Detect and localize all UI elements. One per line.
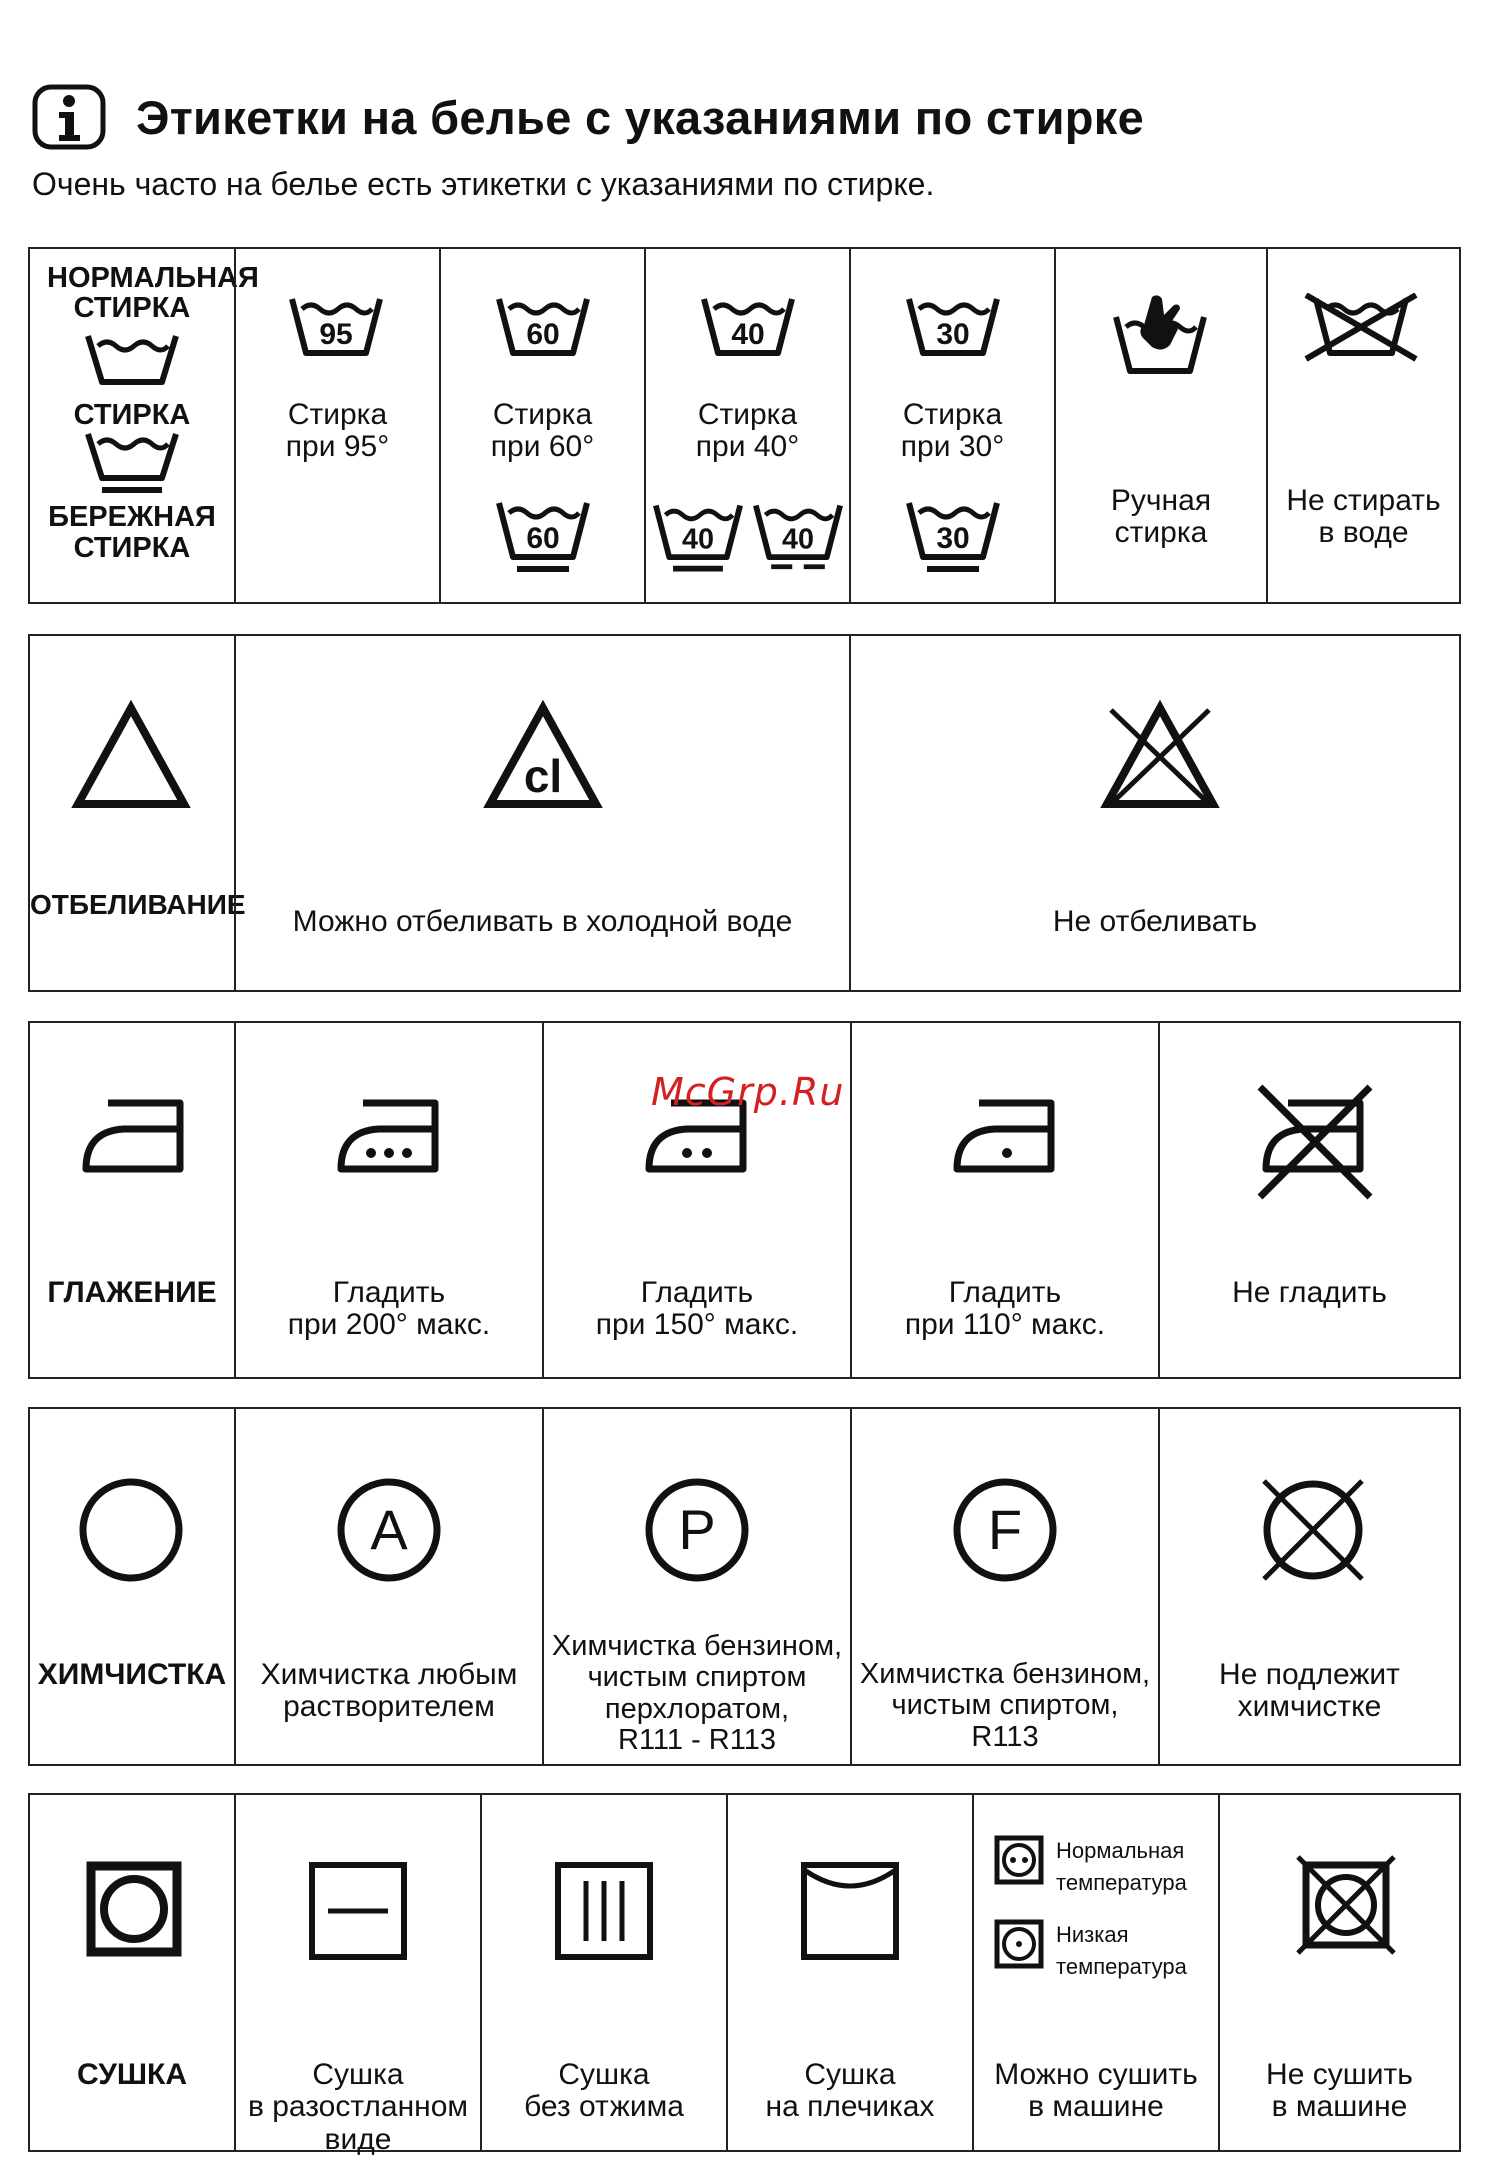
drycleaning-p-icon (644, 1477, 750, 1583)
drycleaning-a-icon (336, 1477, 442, 1583)
wash-40-text: Стирка при 40° (695, 398, 800, 464)
wash-60-gentle-icon (495, 499, 591, 575)
no-bleach-cell (849, 636, 1459, 990)
wash-60-temp: 60 (526, 318, 560, 351)
no-iron-icon (1252, 1081, 1376, 1205)
gentle-wash-label: БЕРЕЖНАЯ СТИРКА (48, 501, 216, 564)
machine-dry-cell (972, 1795, 1218, 2150)
normal-wash-tub-icon (84, 330, 180, 388)
drying-category-cell (30, 1795, 234, 2150)
wash-30-cell (849, 249, 1054, 602)
washing-table (28, 247, 1461, 604)
no-drycleaning-cell (1158, 1409, 1459, 1764)
bleaching-table (28, 634, 1461, 992)
drycleaning-f-letter: F (987, 1498, 1023, 1561)
watermark: McGrp.Ru (651, 1070, 845, 1114)
wash-40-gentle-icon (652, 501, 744, 575)
no-iron-cell (1158, 1023, 1459, 1377)
wash-30-gentle-temp: 30 (936, 522, 970, 555)
wash-60-tub-icon (495, 295, 591, 359)
wash-40-very-gentle-icon (752, 501, 844, 575)
bleach-cold-text: Можно отбеливать в холодной воде (292, 905, 793, 938)
wash-60-cell (439, 249, 644, 602)
wash-30-tub-icon (905, 295, 1001, 359)
drip-dry-text: Сушка без отжима (524, 2058, 684, 2124)
tumble-dry-normal-icon (994, 1835, 1044, 1885)
drycleaning-a-cell (234, 1409, 542, 1764)
wash-40-very-gentle-temp: 40 (782, 523, 814, 556)
wash-30-gentle-icon (905, 499, 1001, 575)
no-drycleaning-text: Не подлежит химчистке (1219, 1658, 1400, 1724)
wash-label: СТИРКА (73, 398, 191, 431)
drycleaning-a-text: Химчистка любым растворителем (260, 1658, 518, 1724)
no-iron-text: Не гладить (1232, 1276, 1387, 1309)
drycleaning-p-letter: P (678, 1498, 716, 1561)
tumble-dry-icon (86, 1861, 182, 1957)
no-wash-text: Не стирать в воде (1286, 484, 1441, 550)
drycleaning-category-cell (30, 1409, 234, 1764)
wash-60-gentle-temp: 60 (526, 522, 560, 555)
normal-temp-label: Нормальная температура (1056, 1838, 1187, 1895)
hand-wash-icon (1112, 291, 1208, 377)
bleach-cl-text: cl (523, 750, 563, 802)
drying-table (28, 1793, 1461, 2156)
iron-110-cell (850, 1023, 1158, 1377)
bleach-triangle-icon (70, 700, 192, 810)
gentle-wash-tub-icon (84, 430, 180, 496)
iron-200-cell (234, 1023, 542, 1377)
page-subtitle: Очень часто на белье есть этикетки с указаниями по стирке. (32, 166, 935, 202)
drying-label: СУШКА (76, 2058, 188, 2091)
wash-40-tub-icon (700, 295, 796, 359)
drip-dry-cell (480, 1795, 726, 2150)
page-title: Этикетки на белье с указаниями по стирке (136, 91, 1145, 144)
washing-category-cell (30, 249, 259, 602)
hand-wash-text: Ручная стирка (1110, 484, 1212, 550)
ironing-label: ГЛАЖЕНИЕ (47, 1276, 217, 1309)
wash-40-gentle-temp: 40 (682, 523, 714, 556)
no-wash-cell (1266, 249, 1459, 602)
iron-110-text: Гладить при 110° макс. (904, 1276, 1106, 1342)
drycleaning-a-letter: A (370, 1498, 408, 1561)
dry-flat-text: Сушка в разостланном виде (247, 2058, 469, 2156)
hang-dry-cell (726, 1795, 972, 2150)
wash-95-cell (234, 249, 439, 602)
info-icon (32, 84, 106, 150)
no-machine-dry-text: Не сушить в машине (1266, 2058, 1413, 2124)
wash-30-temp: 30 (936, 318, 970, 351)
low-temp-label: Низкая температура (1056, 1922, 1187, 1979)
drycleaning-f-icon (952, 1477, 1058, 1583)
bleach-cold-cell (234, 636, 849, 990)
wash-40-cell (644, 249, 849, 602)
drycleaning-p-cell (542, 1409, 850, 1764)
drycleaning-table (28, 1407, 1461, 1766)
no-drycleaning-icon (1260, 1477, 1366, 1583)
wash-30-text: Стирка при 30° (900, 398, 1005, 464)
bleaching-label: ОТБЕЛИВАНИЕ (30, 889, 246, 920)
hang-dry-icon (800, 1861, 900, 1961)
bleach-cl-icon (482, 700, 604, 810)
drycleaning-p-text: Химчистка бензином, чистым спиртом перхлоратом, R111 - R113 (551, 1630, 843, 1756)
iron-3-dots-icon (332, 1095, 444, 1175)
no-bleach-text: Не отбеливать (1052, 905, 1258, 938)
ironing-category-cell (30, 1023, 234, 1377)
hand-wash-cell (1054, 249, 1266, 602)
iron-icon (80, 1095, 186, 1175)
drip-dry-icon (554, 1861, 654, 1961)
no-machine-dry-icon (1294, 1853, 1398, 1957)
wash-95-text: Стирка при 95° (285, 398, 390, 464)
tumble-dry-low-icon (994, 1919, 1044, 1969)
drycleaning-f-cell (850, 1409, 1158, 1764)
wash-95-temp: 95 (319, 318, 353, 351)
drycleaning-circle-icon (78, 1477, 184, 1583)
no-bleach-icon (1099, 700, 1221, 810)
machine-dry-text: Можно сушить в машине (994, 2058, 1198, 2124)
drycleaning-f-text: Химчистка бензином, чистым спиртом, R113 (859, 1658, 1151, 1753)
hang-dry-text: Сушка на плечиках (765, 2058, 935, 2124)
no-wash-icon (1302, 293, 1420, 371)
wash-40-temp: 40 (731, 318, 765, 351)
page-header (32, 78, 1452, 208)
iron-150-text: Гладить при 150° макс. (595, 1276, 799, 1342)
wash-60-text: Стирка при 60° (490, 398, 595, 464)
wash-95-tub-icon (288, 295, 384, 359)
no-machine-dry-cell (1218, 1795, 1459, 2150)
iron-200-text: Гладить при 200° макс. (287, 1276, 491, 1342)
dry-flat-cell (234, 1795, 480, 2156)
dry-flat-icon (308, 1861, 408, 1961)
drycleaning-label: ХИМЧИСТКА (37, 1658, 227, 1691)
normal-wash-label: НОРМАЛЬНАЯ СТИРКА (47, 262, 259, 325)
iron-1-dot-icon (948, 1095, 1060, 1175)
bleaching-category-cell (30, 636, 246, 990)
